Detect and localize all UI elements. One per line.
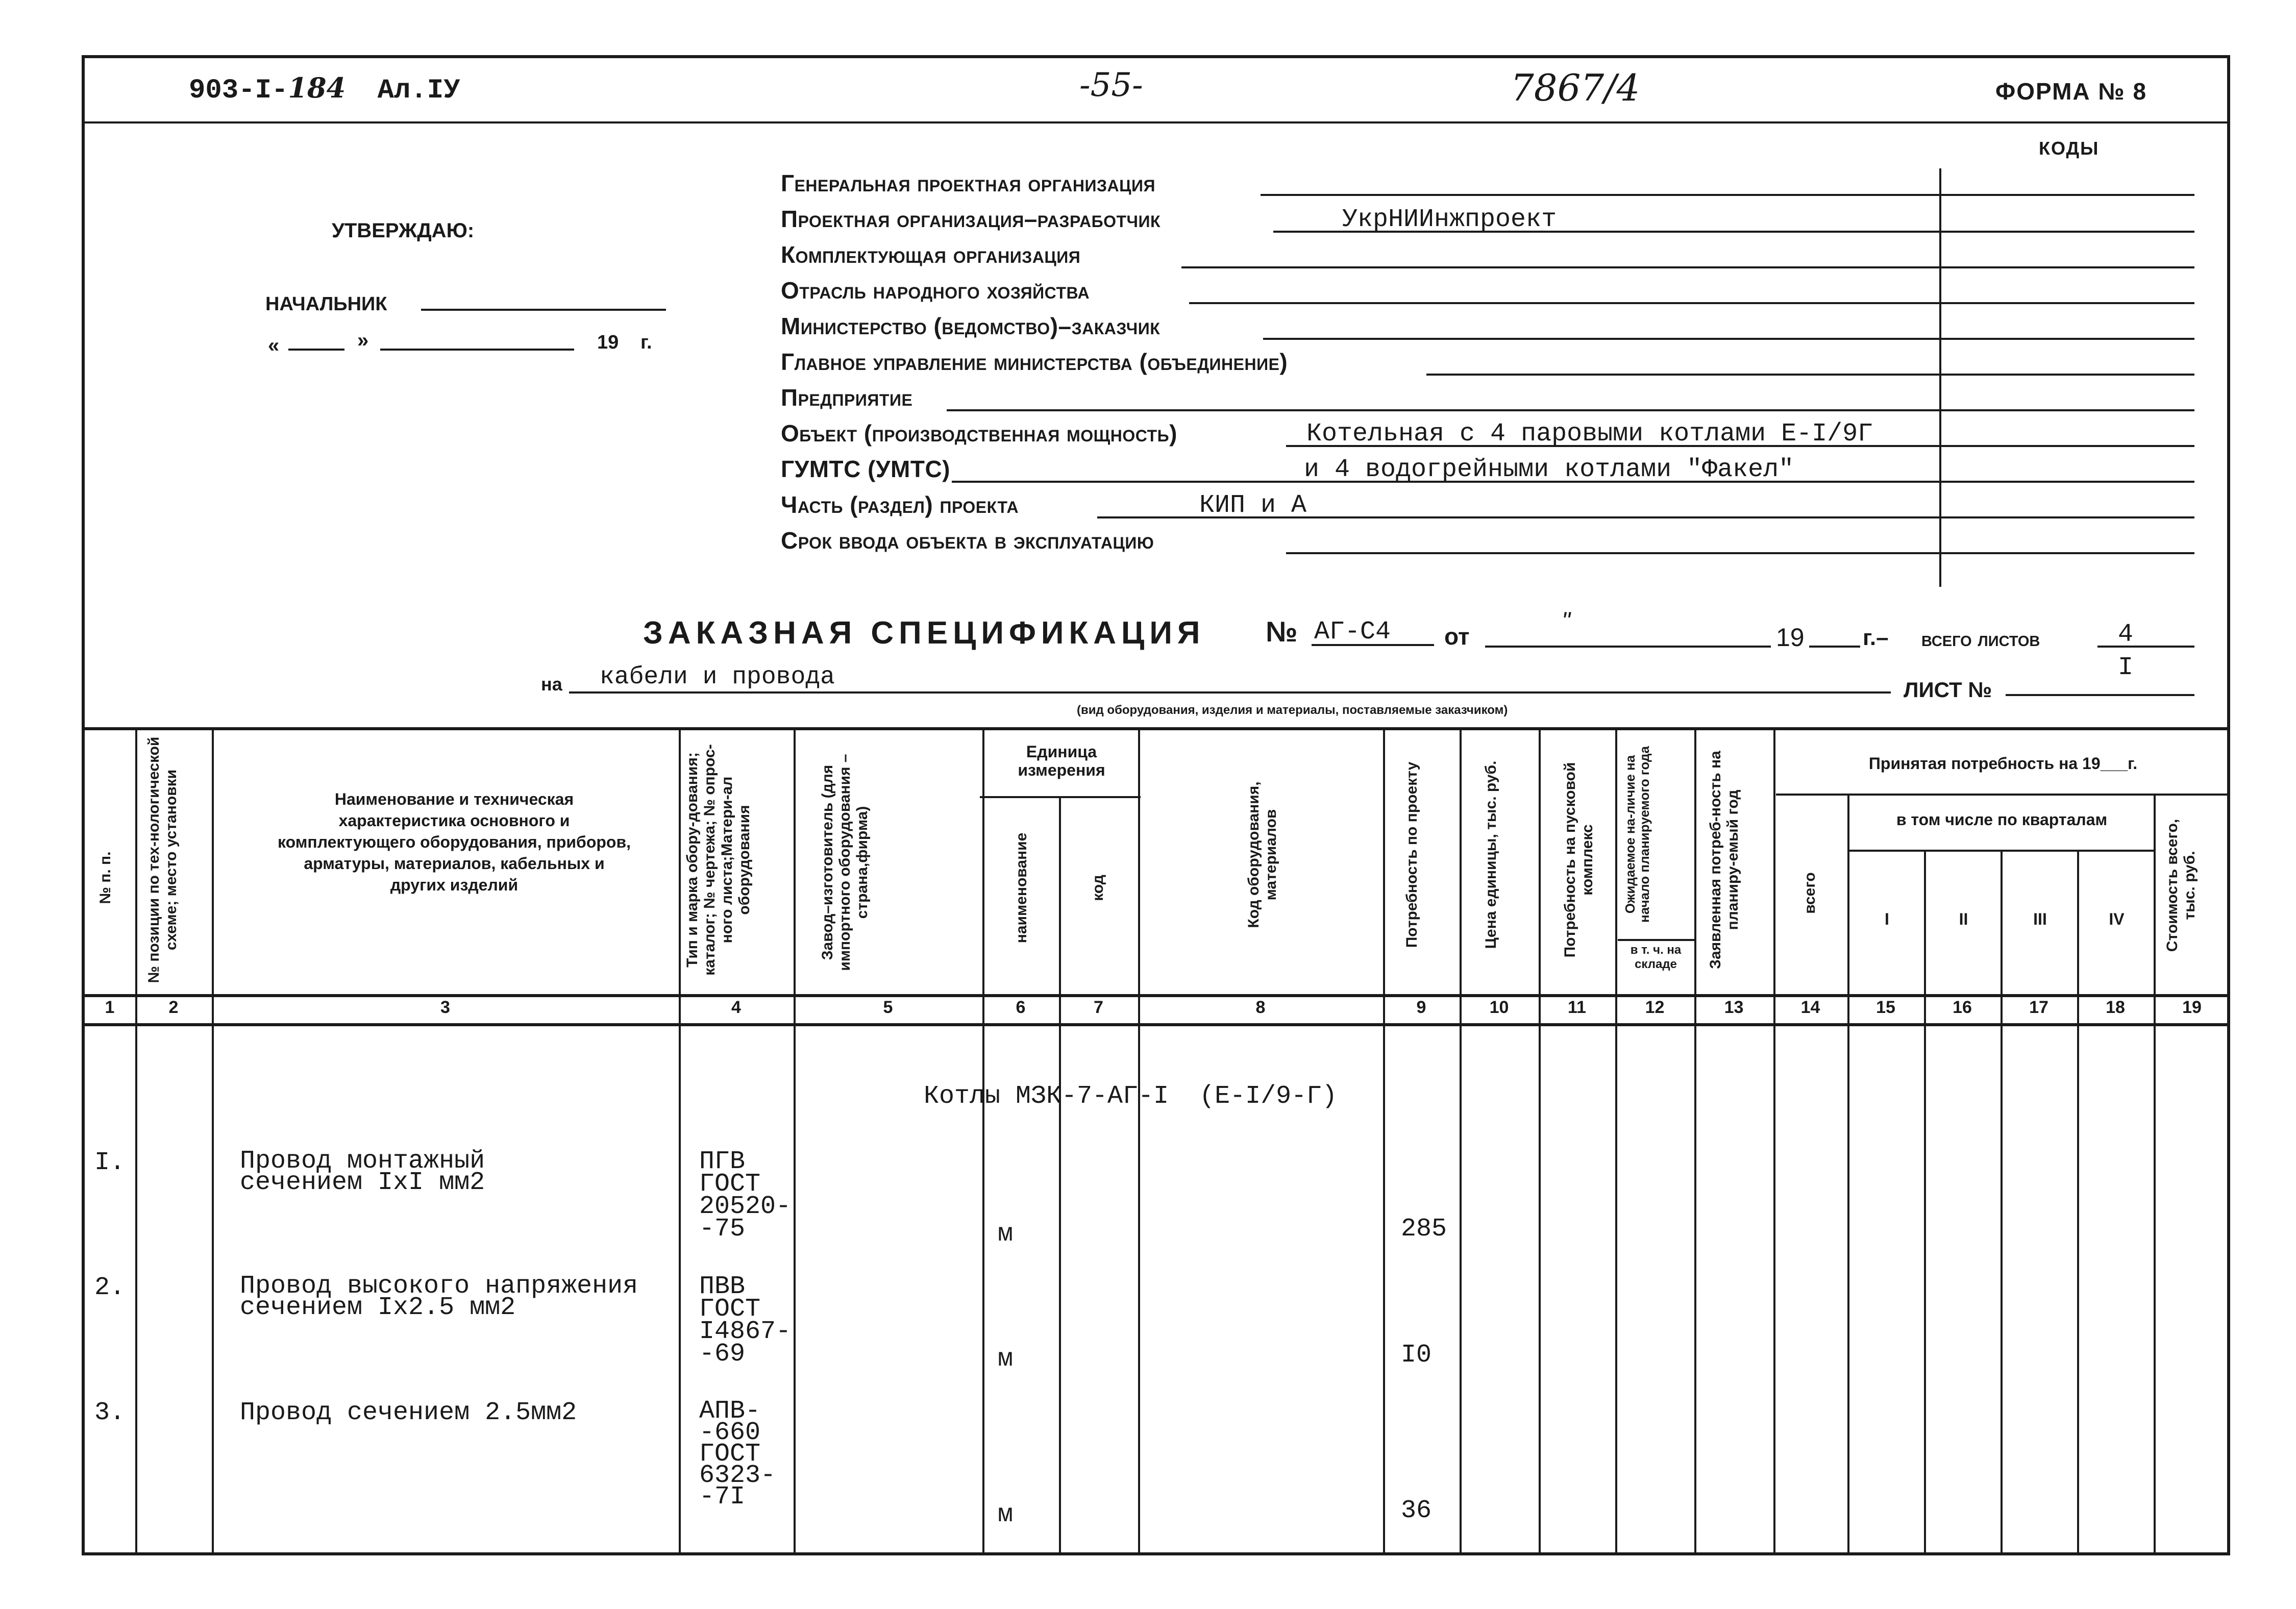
field-line	[1189, 302, 2194, 304]
header-c1: № п. п.	[97, 851, 114, 904]
field-line	[1286, 552, 2194, 554]
header-c2: № позиции по тех-нологической схеме; место установки	[145, 736, 180, 983]
col-line	[1138, 727, 1140, 1554]
header-c11: Потребность на пусковой комплекс	[1562, 762, 1596, 958]
field-label-project-part: Часть (раздел) проекта	[781, 491, 1019, 518]
header-c8: Код оборудования, материалов	[1245, 781, 1279, 928]
col-line	[2077, 850, 2079, 1554]
colnum: 18	[2106, 998, 2125, 1017]
field-line	[1263, 338, 2194, 340]
row-number: I.	[94, 1148, 126, 1177]
col-line	[679, 727, 681, 1554]
field-line	[1181, 266, 2194, 268]
date-quote-close: »	[357, 329, 369, 352]
album-label: Ал.IУ	[377, 75, 460, 106]
field-value-project-part: КИП и А	[1199, 491, 1307, 520]
spec-date-line	[1485, 646, 1771, 648]
table-colnum-top	[82, 994, 2230, 997]
spec-sheet-value: I	[2118, 653, 2134, 682]
field-label-supplier: Комплектующая организация	[781, 241, 1081, 268]
field-line	[1426, 374, 2194, 376]
spec-sheet-label: ЛИСТ №	[1904, 678, 1992, 702]
header-c12b: в т. ч. на складе	[1630, 943, 1682, 971]
header-q4: IV	[2109, 910, 2125, 928]
codes-label: КОДЫ	[2039, 138, 2100, 159]
spec-title: ЗАКАЗНАЯ СПЕЦИФИКАЦИЯ	[643, 615, 1205, 651]
spec-total-label: всего листов	[1921, 627, 2040, 651]
chief-signature-line	[421, 309, 666, 311]
header-c19: Стоимость всего, тыс. руб.	[2164, 819, 2198, 952]
spec-on-value: кабели и провода	[600, 663, 835, 691]
colnum: 16	[1953, 998, 1972, 1017]
col-line	[135, 727, 137, 1554]
field-label-ministry: Министерство (ведомство)–заказчик	[781, 313, 1161, 339]
colnum: 6	[1016, 998, 1026, 1017]
spec-year-line	[1809, 646, 1860, 648]
row-unit: м	[998, 1500, 1014, 1529]
col-line	[1615, 727, 1617, 1554]
field-line	[947, 409, 2194, 411]
header-q1: I	[1885, 910, 1889, 928]
colnum: 11	[1568, 998, 1586, 1017]
field-label-general-org: Генеральная проектная организация	[781, 170, 1155, 196]
row-qty: I0	[1401, 1341, 1432, 1370]
colnum: 8	[1255, 998, 1266, 1017]
colnum: 13	[1724, 998, 1744, 1017]
header-accepted: Принятая потребность на 19___г.	[1868, 754, 2138, 773]
spec-year: 19	[1776, 623, 1805, 652]
doc-code-text: 903-I-	[189, 75, 288, 106]
colnum: 5	[883, 998, 893, 1017]
table-top-border	[82, 727, 2230, 730]
spec-subnote: (вид оборудования, изделия и материалы, поставляемые заказчиком)	[1077, 703, 1508, 717]
date-quote-open: «	[268, 334, 280, 357]
colnum: 1	[105, 998, 115, 1017]
spec-sheet-line	[2006, 694, 2194, 696]
doc-code	[189, 71, 460, 106]
row-type: ПВВ ГОСТ I4867- -69	[699, 1272, 792, 1369]
col-line	[212, 727, 214, 1554]
col-line	[2001, 850, 2003, 1554]
field-value-developer: УкрНИИнжпроект	[1342, 205, 1557, 234]
form-number: ФОРМА № 8	[1995, 78, 2147, 105]
colnum: 7	[1094, 998, 1103, 1017]
field-value-object: Котельная с 4 паровыми котлами Е-I/9Г	[1306, 419, 1873, 449]
field-label-industry: Отрасль народного хозяйства	[781, 277, 1090, 304]
row-unit: м	[998, 1220, 1014, 1249]
header-c14: всего	[1801, 872, 1818, 914]
colnum: 14	[1800, 998, 1820, 1017]
row-number: 3.	[94, 1398, 126, 1427]
spec-no-label: №	[1266, 615, 1298, 648]
row-number: 2.	[94, 1273, 126, 1302]
col-line	[1059, 796, 1061, 1554]
row-type: ПГВ ГОСТ 20520- -75	[699, 1147, 792, 1244]
colnum: 17	[2029, 998, 2048, 1017]
colnum: 3	[440, 998, 450, 1017]
col-line	[2154, 794, 2156, 1554]
header-c13: Заявленная потреб-ность на планиру-емый год	[1707, 751, 1741, 969]
date-day-line	[288, 349, 344, 351]
field-line	[1261, 194, 2194, 196]
header-c10: Цена единицы, тыс. руб.	[1483, 760, 1499, 949]
header-c3: Наименование и техническая характеристика основного и комплектующего оборудования, приборов, арматуры, материалов, кабельных и других изделий	[277, 790, 631, 894]
colnum: 19	[2182, 998, 2202, 1017]
field-label-main-department: Главное управление министерства (объединение)	[781, 349, 1288, 375]
col-line	[1847, 794, 1849, 1554]
field-label-developer: Проектная организация–разработчик	[781, 206, 1161, 232]
spec-no-line	[1312, 644, 1434, 646]
stock-sub-line	[1618, 939, 1694, 941]
spec-from-label: от	[1444, 623, 1470, 650]
header-c7: код	[1090, 875, 1106, 901]
header-c6: наименование	[1013, 832, 1030, 944]
header-q3: III	[2033, 910, 2047, 928]
spec-no-value: АГ-С4	[1314, 617, 1391, 647]
header-q2: II	[1959, 910, 1968, 928]
accepted-sub-line	[1776, 794, 2230, 796]
inventory-number: 7867/4	[1511, 66, 1640, 109]
header-c9: Потребность по проекту	[1403, 761, 1420, 948]
field-value-gumts: и 4 водогрейными котлами "Факел"	[1304, 455, 1794, 484]
header-c12a: Ожидаемое на-личие на начало планируемого года	[1622, 746, 1652, 923]
field-line	[1273, 231, 2194, 233]
header-quarters: в том числе по кварталам	[1896, 810, 2108, 829]
colnum: 12	[1645, 998, 1665, 1017]
field-label-enterprise: Предприятие	[781, 384, 913, 411]
row-unit: м	[998, 1345, 1014, 1374]
col-line	[1539, 727, 1541, 1554]
field-line	[952, 481, 2194, 483]
col-line	[1773, 727, 1775, 1554]
spec-on-label: на	[541, 674, 562, 695]
row-qty: 36	[1401, 1496, 1432, 1525]
row-qty: 285	[1401, 1215, 1447, 1244]
group-title: Котлы МЗК-7-АГ-I (Е-I/9-Г)	[924, 1082, 1338, 1111]
field-label-commissioning: Срок ввода объекта в эксплуатацию	[781, 527, 1154, 554]
spec-date-quote: "	[1562, 608, 1571, 635]
chief-label: НАЧАЛЬНИК	[265, 293, 387, 315]
spec-total-line	[2097, 646, 2194, 648]
col-line	[982, 727, 984, 1554]
date-year: 19	[597, 332, 619, 353]
header-c4: Тип и марка обору-дования; каталог; № чертежа; № опрос-ного листа;Матери-ал оборудования	[684, 744, 753, 976]
header-divider	[82, 121, 2230, 123]
row-name: Провод высокого напряжения сечением Iх2.5 мм2	[240, 1272, 638, 1322]
spec-year-suffix: г.–	[1863, 625, 1889, 650]
date-year-suffix: г.	[640, 332, 652, 353]
approve-label: УТВЕРЖДАЮ:	[332, 219, 475, 242]
colnum: 4	[731, 998, 741, 1017]
spec-total-value: 4	[2118, 620, 2134, 649]
col-line	[1694, 727, 1696, 1554]
row-name: Провод сечением 2.5мм2	[240, 1398, 577, 1427]
row-type: АПВ- -660 ГОСТ 6323- -7I	[699, 1397, 776, 1512]
header-unit: Единица измерения	[1018, 742, 1105, 779]
field-line	[1286, 445, 2194, 447]
doc-code-handwritten: 184	[288, 71, 346, 104]
colnum: 9	[1416, 998, 1426, 1017]
field-label-object: Объект (производственная мощность)	[781, 420, 1177, 447]
spec-on-line	[569, 691, 1891, 694]
field-line	[1097, 516, 2194, 518]
table-colnum-bottom	[82, 1023, 2230, 1026]
colnum: 15	[1876, 998, 1895, 1017]
header-c5: Завод–изготовитель (для импортного оборудования –страна,фирма)	[819, 754, 871, 971]
row-name: Провод монтажный сечением IхI мм2	[240, 1147, 485, 1197]
col-line	[1383, 727, 1385, 1554]
col-line	[1924, 850, 1926, 1554]
page-number: -55-	[1079, 66, 1143, 104]
col-line	[794, 727, 796, 1554]
col-line	[1460, 727, 1462, 1554]
colnum: 10	[1489, 998, 1509, 1017]
field-label-gumts: ГУМТС (УМТС)	[781, 456, 950, 482]
colnum: 2	[168, 998, 179, 1017]
date-month-line	[380, 349, 574, 351]
